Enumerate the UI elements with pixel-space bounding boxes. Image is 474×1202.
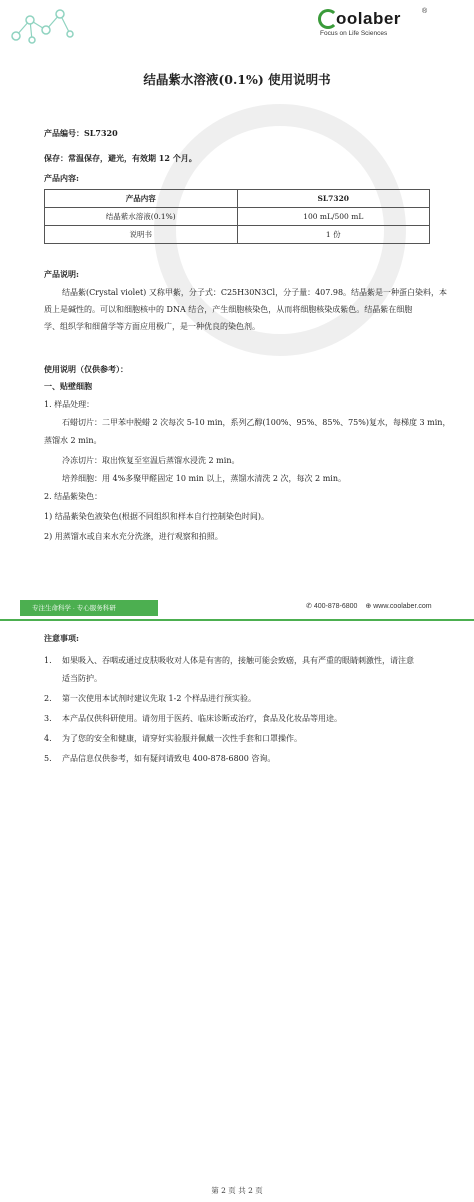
note-number: 3. (44, 714, 52, 723)
logo-wordmark: oolaber (336, 9, 401, 28)
usage-heading: 使用说明（仅供参考）： (44, 364, 128, 374)
logo-registered-mark: ® (422, 8, 428, 15)
note-line: 产品信息仅供参考，如有疑问请致电 400-878-6800 咨询。 (62, 754, 276, 763)
description-line: 学、组织学和细菌学等方面应用极广，是一种优良的染色剂。 (44, 322, 260, 331)
note-line: 本产品仅供科研使用。请勿用于医药、临床诊断或治疗，食品及化妆品等用途。 (62, 714, 342, 723)
logo-tagline: Focus on Life Sciences (320, 30, 388, 37)
storage-info: 保存：常温保存，避光，有效期 12 个月。 (44, 153, 197, 163)
note-line: 适当防护。 (62, 674, 102, 683)
divider (0, 619, 474, 621)
table-header-cell: 产品内容 (45, 190, 238, 208)
table-row (45, 226, 430, 244)
table-cell: 说明书 (45, 226, 238, 244)
table-cell: 1 份 (237, 226, 430, 244)
step-line: 1) 结晶紫染色液染色(根据不同组织和样本自行控制染色时间)。 (44, 512, 269, 521)
phone-icon: ✆ (306, 603, 312, 610)
table-header-row (45, 190, 430, 208)
molecule-decoration-icon (8, 6, 78, 46)
table-row (45, 208, 430, 226)
table-header-cell: SL7320 (237, 190, 430, 208)
note-number: 2. (44, 694, 52, 703)
note-number: 5. (44, 754, 52, 763)
content-heading: 产品内容: (44, 173, 79, 183)
step-line: 2) 用蒸馏水或自来水充分洗涤，进行观察和拍照。 (44, 532, 223, 541)
step-heading: 1. 样品处理： (44, 400, 95, 409)
product-code: 产品编号：SL7320 (44, 128, 118, 138)
step-line: 蒸馏水 2 min。 (44, 436, 102, 445)
page-number: 第 2 页 共 2 页 (211, 1186, 263, 1195)
website: www.coolaber.com (373, 603, 432, 610)
step-line: 石蜡切片：二甲苯中脱蜡 2 次每次 5-10 min，系列乙醇(100%、95%、85%、75%)复水，每梯度 3 min， (62, 418, 451, 427)
step-line: 培养细胞：用 4%多聚甲醛固定 10 min 以上，蒸馏水清洗 2 次，每次 2 min。 (62, 474, 346, 483)
logo-c-mark-icon (318, 9, 338, 29)
slogan-text: 专注生命科学 · 专心服务科研 (32, 605, 116, 612)
web-icon: ⊕ (365, 603, 372, 610)
description-line: 质上是碱性的。可以和细胞核中的 DNA 结合，产生细胞核染色，从而将细胞核染成紫色。结晶紫在细胞 (44, 305, 413, 314)
note-number: 4. (44, 734, 52, 743)
note-line: 第一次使用本试剂时建议先取 1-2 个样品进行预实验。 (62, 694, 256, 703)
note-line: 为了您的安全和健康，请穿好实验服并佩戴一次性手套和口罩操作。 (62, 734, 302, 743)
brand-logo (318, 6, 438, 40)
contact-info (306, 602, 432, 610)
description-heading: 产品说明: (44, 269, 79, 279)
note-line: 如果吸入、吞咽或通过皮肤吸收对人体是有害的，接触可能会致癌，具有严重的眼睛刺激性，请注意 (62, 656, 414, 665)
table-cell: 结晶紫水溶液(0.1%) (45, 208, 238, 226)
note-number: 1. (44, 656, 52, 665)
product-content-table (44, 189, 430, 244)
table-cell: 100 mL/500 mL (237, 208, 430, 226)
description-line: 结晶紫(Crystal violet) 又称甲紫，分子式：C25H30N3Cl，分子量：407.98。结晶紫是一种蛋白染料，本 (62, 288, 448, 297)
phone-number: 400-878-6800 (313, 603, 358, 610)
step-line: 冷冻切片：取出恢复至室温后蒸馏水浸洗 2 min。 (62, 456, 240, 465)
page-title: 结晶紫水溶液(0.1%) 使用说明书 (143, 72, 331, 87)
section-heading: 一、贴壁细胞 (44, 381, 92, 391)
notes-heading: 注意事项: (44, 633, 79, 643)
step-heading: 2. 结晶紫染色： (44, 492, 103, 501)
